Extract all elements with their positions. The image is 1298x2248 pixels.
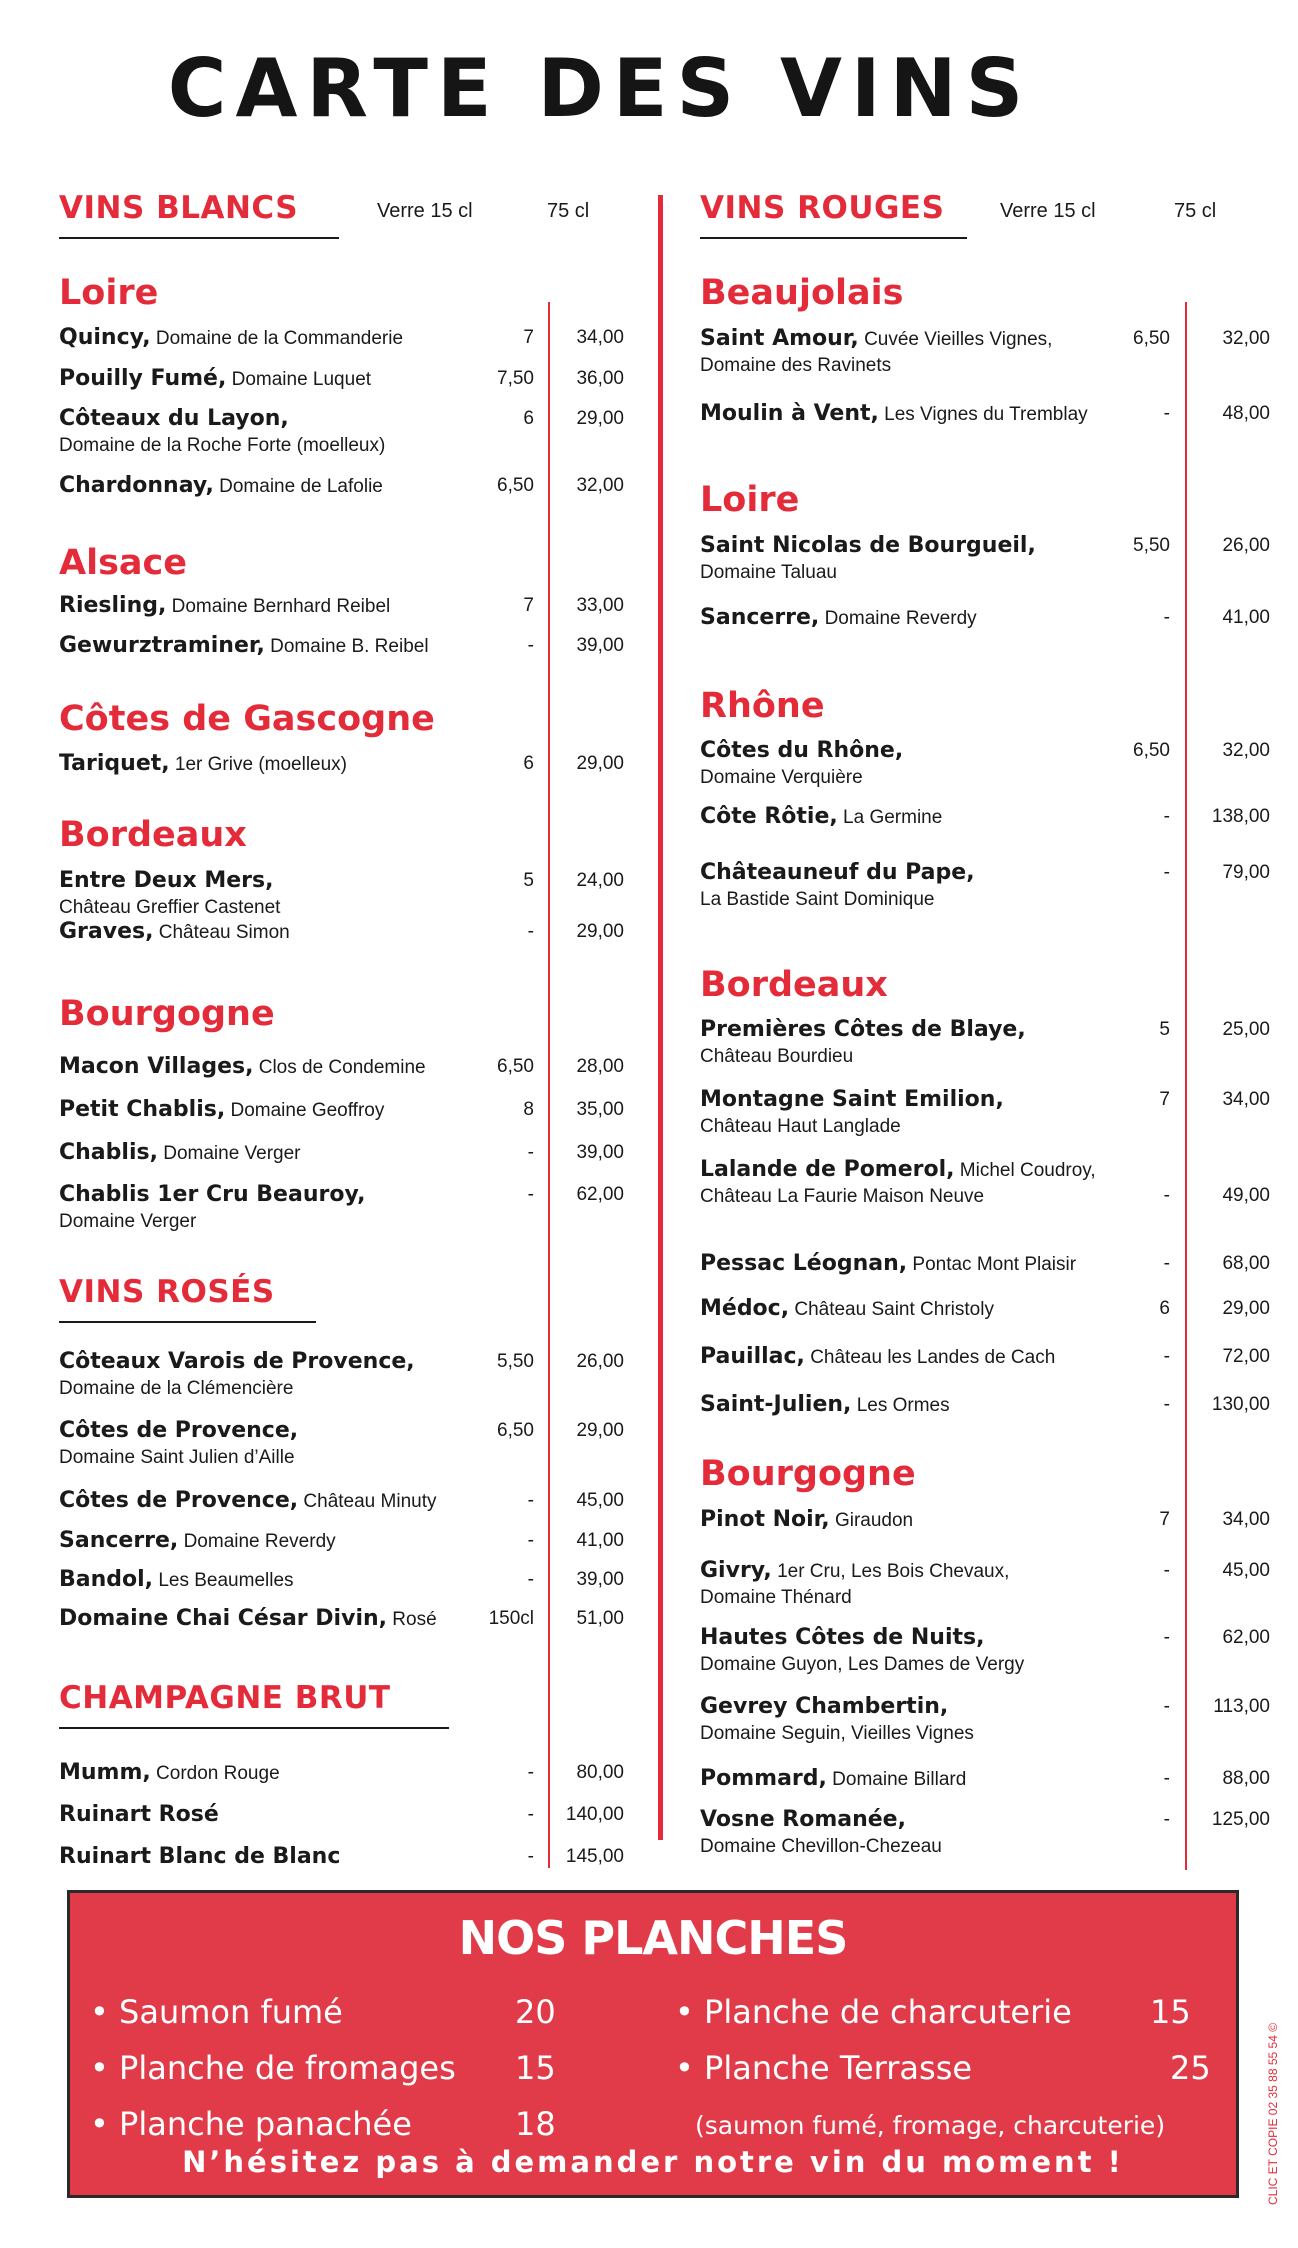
glass-price: -	[1163, 806, 1170, 827]
planches-title: NOS PLANCHES	[458, 1911, 848, 1965]
wine-line	[700, 1694, 974, 1721]
wine-entry	[700, 1296, 994, 1323]
wine-line	[700, 1558, 1009, 1585]
wine-entry	[59, 1528, 336, 1555]
wine-name: Pauillac,	[700, 1344, 805, 1369]
wine-entry	[700, 605, 977, 632]
wine-entry	[700, 1017, 1026, 1070]
region-heading: Côtes de Gascogne	[59, 699, 435, 739]
wine-entry	[59, 1349, 415, 1402]
wine-name: Pessac Léognan,	[700, 1251, 908, 1276]
region-heading: Alsace	[59, 543, 188, 583]
planche-item: • Planche Terrasse	[675, 2049, 973, 2087]
wine-domain: Domaine Luquet	[231, 369, 372, 390]
wine-name: Entre Deux Mers,	[59, 868, 274, 893]
bottle-price: 34,00	[1222, 1509, 1270, 1530]
section-header-rule	[59, 237, 339, 239]
region-heading: Bordeaux	[59, 815, 247, 855]
wine-domain: Domaine de Lafolie	[219, 476, 383, 497]
bottle-price: 80,00	[576, 1762, 624, 1783]
wine-entry	[59, 919, 290, 946]
wine-line	[700, 533, 1036, 560]
glass-price: -	[527, 921, 534, 942]
wine-domain-secondary: Domaine Thénard	[700, 1587, 852, 1608]
section-header	[59, 190, 298, 226]
price-column-heading: Verre 15 cl	[377, 200, 473, 222]
bottle-price: 79,00	[1222, 862, 1270, 883]
wine-name: Ruinart Blanc de Blanc	[59, 1844, 341, 1869]
glass-price: 7	[523, 595, 534, 616]
bottle-price: 130,00	[1211, 1394, 1270, 1415]
planche-terrasse-note: (saumon fumé, fromage, charcuterie)	[695, 2111, 1166, 2140]
wine-entry	[59, 473, 383, 500]
section-header-rule	[59, 1321, 316, 1323]
wine-entry	[59, 1802, 219, 1829]
wine-entry	[700, 1392, 950, 1419]
wine-domain: Château Minuty	[303, 1491, 437, 1512]
wine-line	[700, 1087, 1004, 1114]
wine-line	[59, 1418, 298, 1445]
wine-line	[700, 605, 977, 632]
wine-entry	[59, 1488, 436, 1515]
wine-name: Macon Villages,	[59, 1054, 254, 1079]
wine-domain: Château Simon	[158, 922, 290, 943]
planches-footer: N’hésitez pas à demander notre vin du moment !	[182, 2145, 1124, 2179]
bottle-price: 24,00	[576, 870, 624, 891]
wine-entry	[59, 1182, 365, 1235]
wine-name: Sancerre,	[59, 1528, 179, 1553]
glass-price: -	[527, 1184, 534, 1205]
glass-price: -	[1163, 403, 1170, 424]
wine-name: Sancerre,	[700, 605, 820, 630]
glass-price: 6	[523, 753, 534, 774]
wine-entry	[700, 1807, 942, 1860]
wine-entry	[59, 1054, 426, 1081]
wine-domain: Cuvée Vieilles Vignes,	[864, 329, 1053, 350]
glass-price: -	[527, 1846, 534, 1867]
wine-line	[59, 1054, 426, 1081]
wine-entry	[59, 1140, 301, 1167]
wine-line	[59, 751, 347, 778]
section-header	[59, 1274, 275, 1310]
wine-name: Domaine Chai César Divin,	[59, 1606, 388, 1631]
bottle-price: 48,00	[1222, 403, 1270, 424]
wine-domain-secondary: Domaine de la Roche Forte (moelleux)	[59, 435, 386, 456]
wine-domain-secondary: Domaine Guyon, Les Dames de Vergy	[700, 1654, 1025, 1675]
bottle-price: 68,00	[1222, 1253, 1270, 1274]
section-header-label: VINS ROSÉS	[59, 1274, 275, 1310]
wine-domain: Domaine Geoffroy	[230, 1100, 385, 1121]
wine-line	[700, 1625, 1024, 1652]
wine-line	[700, 401, 1088, 428]
wine-entry	[59, 366, 371, 393]
wine-line	[700, 1807, 942, 1834]
wine-line	[700, 1017, 1026, 1044]
wine-entry	[59, 1606, 437, 1633]
planches-panel	[67, 1890, 1239, 2198]
wine-entry	[59, 1097, 384, 1124]
wine-name: Côtes du Rhône,	[700, 738, 904, 763]
section-header-label: VINS BLANCS	[59, 190, 299, 226]
wine-domain: Domaine Reverdy	[183, 1531, 336, 1552]
wine-name: Gevrey Chambertin,	[700, 1694, 949, 1719]
bottle-price: 29,00	[1222, 1298, 1270, 1319]
glass-price: -	[1163, 1809, 1170, 1830]
bottle-price: 39,00	[576, 1569, 624, 1590]
wine-name: Pinot Noir,	[700, 1507, 830, 1532]
wine-line	[59, 366, 371, 393]
wine-line	[59, 919, 290, 946]
credit-line: CLIC ET COPIE 02 35 88 55 54 ©	[1266, 2022, 1280, 2205]
wine-entry	[700, 1766, 966, 1793]
wine-line	[700, 1392, 950, 1419]
wine-name: Côte Rôtie,	[700, 804, 838, 829]
wine-name: Châteauneuf du Pape,	[700, 860, 975, 885]
planche-item: • Planche panachée	[90, 2105, 412, 2143]
wine-entry	[700, 533, 1036, 586]
wine-line	[700, 326, 1052, 353]
wine-name: Chablis,	[59, 1140, 158, 1165]
wine-name: Saint Amour,	[700, 326, 859, 351]
glass-price: -	[527, 1804, 534, 1825]
wine-entry	[700, 1344, 1055, 1371]
wine-line	[700, 1766, 966, 1793]
wine-name: Pouilly Fumé,	[59, 366, 227, 391]
wine-domain: Giraudon	[834, 1510, 914, 1531]
bottle-price: 72,00	[1222, 1346, 1270, 1367]
bottle-price: 32,00	[576, 475, 624, 496]
planche-price: 15	[1150, 1993, 1191, 2031]
glass-price: 6,50	[497, 1056, 534, 1077]
wine-domain: Château Saint Christoly	[794, 1299, 994, 1320]
wine-name: Tariquet,	[59, 751, 170, 776]
glass-price: -	[1163, 1768, 1170, 1789]
planche-item: • Saumon fumé	[90, 1993, 343, 2031]
bottle-price: 140,00	[565, 1804, 624, 1825]
wine-line	[59, 593, 390, 620]
wine-line	[59, 1606, 437, 1633]
bottle-price: 32,00	[1222, 328, 1270, 349]
glass-price: 5,50	[1133, 535, 1170, 556]
wine-domain: 1er Grive (moelleux)	[174, 754, 348, 775]
bottle-price: 145,00	[565, 1846, 624, 1867]
bottle-price: 29,00	[576, 753, 624, 774]
wine-line	[700, 1507, 913, 1534]
wine-entry	[700, 1251, 1076, 1278]
bottle-price: 26,00	[576, 1351, 624, 1372]
wine-name: Hautes Côtes de Nuits,	[700, 1625, 985, 1650]
wine-domain: Rosé	[392, 1609, 437, 1630]
section-header-label: VINS ROUGES	[700, 190, 945, 226]
wine-name: Côteaux du Layon,	[59, 406, 289, 431]
wine-line	[700, 738, 903, 765]
wine-domain: La Germine	[843, 807, 943, 828]
wine-entry	[700, 860, 975, 913]
bottle-price: 138,00	[1211, 806, 1270, 827]
wine-entry	[59, 1844, 340, 1871]
wine-name: Lalande de Pomerol,	[700, 1157, 955, 1182]
glass-price: -	[1163, 1627, 1170, 1648]
price-column-heading: 75 cl	[1174, 200, 1217, 222]
wine-name: Quincy,	[59, 325, 151, 350]
bottle-price: 29,00	[576, 408, 624, 429]
glass-price: 150cl	[488, 1608, 534, 1629]
price-column-heading: 75 cl	[547, 200, 590, 222]
glass-price: -	[1163, 1185, 1170, 1206]
glass-price: 6	[1159, 1298, 1170, 1319]
glass-price: 6,50	[1133, 740, 1170, 761]
page-title: CARTE DES VINS	[167, 42, 1033, 135]
bottle-price: 49,00	[1222, 1185, 1270, 1206]
bottle-price: 26,00	[1222, 535, 1270, 556]
bottle-price: 35,00	[576, 1099, 624, 1120]
wine-line	[700, 804, 942, 831]
wine-name: Côtes de Provence,	[59, 1488, 299, 1513]
wine-domain: Domaine Billard	[832, 1769, 967, 1790]
wine-domain: Cordon Rouge	[156, 1763, 280, 1784]
wine-domain-secondary: Domaine Chevillon-Chezeau	[700, 1836, 942, 1857]
wine-entry	[59, 1760, 280, 1787]
section-header-rule	[59, 1727, 449, 1729]
wine-entry	[59, 1418, 298, 1471]
wine-line	[59, 1097, 384, 1124]
wine-domain: Château les Landes de Cach	[810, 1347, 1056, 1368]
bottle-price: 29,00	[576, 1420, 624, 1441]
wine-line	[59, 1567, 294, 1594]
bottle-price: 25,00	[1222, 1019, 1270, 1040]
wine-name: Saint Nicolas de Bourgueil,	[700, 533, 1036, 558]
bottle-price: 39,00	[576, 635, 624, 656]
wine-entry	[59, 751, 347, 778]
wine-entry	[700, 1625, 1024, 1678]
center-divider	[658, 195, 663, 1840]
wine-domain-secondary: Domaine Seguin, Vieilles Vignes	[700, 1723, 974, 1744]
wine-entry	[700, 326, 1052, 379]
wine-domain: Domaine de la Commanderie	[155, 328, 404, 349]
wine-name: Bandol,	[59, 1567, 154, 1592]
wine-domain-secondary: La Bastide Saint Dominique	[700, 889, 935, 910]
wine-line	[59, 868, 280, 895]
wine-entry	[700, 1157, 1096, 1210]
bottle-price: 41,00	[1222, 607, 1270, 628]
bottle-price: 29,00	[576, 921, 624, 942]
wine-domain: 1er Cru, Les Bois Chevaux,	[777, 1561, 1010, 1582]
wine-domain-secondary: Château La Faurie Maison Neuve	[700, 1186, 985, 1207]
glass-price: 5	[523, 870, 534, 891]
bottle-price: 32,00	[1222, 740, 1270, 761]
wine-name: Petit Chablis,	[59, 1097, 226, 1122]
glass-price: 7	[523, 327, 534, 348]
planche-item: • Planche de charcuterie	[675, 1993, 1072, 2031]
glass-price: -	[527, 1762, 534, 1783]
wine-entry	[700, 738, 903, 791]
wine-line	[59, 1182, 365, 1209]
section-header-rule	[700, 237, 967, 239]
wine-name: Moulin à Vent,	[700, 401, 879, 426]
planche-price: 25	[1170, 2049, 1211, 2087]
bottle-price: 62,00	[1222, 1627, 1270, 1648]
glass-price: -	[527, 1530, 534, 1551]
glass-price: 6	[523, 408, 534, 429]
wine-domain: Clos de Condemine	[258, 1057, 426, 1078]
wine-entry	[59, 593, 390, 620]
wine-name: Montagne Saint Emilion,	[700, 1087, 1004, 1112]
wine-name: Gewurztraminer,	[59, 633, 265, 658]
wine-line	[700, 1344, 1055, 1371]
wine-domain-secondary: Domaine Saint Julien d’Aille	[59, 1447, 295, 1468]
section-header	[59, 1680, 391, 1716]
glass-price: -	[1163, 607, 1170, 628]
bottle-price: 28,00	[576, 1056, 624, 1077]
bottle-price: 88,00	[1222, 1768, 1270, 1789]
wine-line	[59, 406, 385, 433]
wine-name: Chardonnay,	[59, 473, 214, 498]
glass-price: 7	[1159, 1509, 1170, 1530]
planche-price: 20	[515, 1993, 556, 2031]
glass-price: 6,50	[497, 1420, 534, 1441]
glass-price: 7,50	[497, 368, 534, 389]
glass-price: -	[527, 1490, 534, 1511]
wine-line	[59, 1802, 219, 1829]
wine-domain-secondary: Château Greffier Castenet	[59, 897, 281, 918]
glass-price: -	[527, 1569, 534, 1590]
wine-line	[59, 633, 429, 660]
wine-entry	[59, 406, 385, 459]
wine-line	[59, 1528, 336, 1555]
glass-price: -	[527, 635, 534, 656]
bottle-price: 36,00	[576, 368, 624, 389]
wine-line	[59, 1488, 436, 1515]
glass-price: -	[1163, 1346, 1170, 1367]
wine-entry	[59, 325, 403, 352]
region-heading: Bordeaux	[700, 965, 888, 1005]
wine-name: Côteaux Varois de Provence,	[59, 1349, 415, 1374]
glass-price: -	[1163, 1253, 1170, 1274]
bottle-price: 33,00	[576, 595, 624, 616]
wine-name: Riesling,	[59, 593, 167, 618]
region-heading: Bourgogne	[59, 994, 275, 1034]
wine-line	[700, 860, 975, 887]
wine-domain: Pontac Mont Plaisir	[912, 1254, 1077, 1275]
wine-line	[700, 1251, 1076, 1278]
price-column-divider	[548, 302, 550, 1868]
price-column-heading: Verre 15 cl	[1000, 200, 1096, 222]
wine-name: Pommard,	[700, 1766, 827, 1791]
wine-line	[700, 1296, 994, 1323]
wine-domain-secondary: Domaine Verquière	[700, 767, 863, 788]
region-heading: Rhône	[700, 686, 825, 726]
wine-domain-secondary: Château Haut Langlade	[700, 1116, 901, 1137]
wine-line	[700, 1157, 1096, 1184]
wine-name: Ruinart Rosé	[59, 1802, 219, 1827]
wine-domain-secondary: Domaine Taluau	[700, 562, 837, 583]
section-header-label: CHAMPAGNE BRUT	[59, 1680, 391, 1716]
wine-entry	[700, 1558, 1009, 1611]
bottle-price: 39,00	[576, 1142, 624, 1163]
wine-entry	[700, 1507, 913, 1534]
wine-name: Côtes de Provence,	[59, 1418, 299, 1443]
bottle-price: 45,00	[1222, 1560, 1270, 1581]
wine-domain: Les Ormes	[856, 1395, 950, 1416]
region-heading: Loire	[59, 273, 159, 313]
wine-entry	[700, 1087, 1004, 1140]
wine-name: Premières Côtes de Blaye,	[700, 1017, 1026, 1042]
bottle-price: 113,00	[1213, 1696, 1270, 1717]
wine-domain: Les Beaumelles	[158, 1570, 294, 1591]
wine-name: Saint-Julien,	[700, 1392, 852, 1417]
wine-domain: Domaine Bernhard Reibel	[171, 596, 391, 617]
planche-price: 15	[515, 2049, 556, 2087]
wine-name: Mumm,	[59, 1760, 151, 1785]
wine-line	[59, 1349, 415, 1376]
wine-line	[59, 473, 383, 500]
wine-name: Vosne Romanée,	[700, 1807, 906, 1832]
wine-domain: Les Vignes du Tremblay	[884, 404, 1088, 425]
region-heading: Beaujolais	[700, 273, 904, 313]
wine-name: Chablis 1er Cru Beauroy,	[59, 1182, 366, 1207]
wine-line	[59, 1844, 340, 1871]
wine-domain: Domaine B. Reibel	[270, 636, 429, 657]
wine-line	[59, 1760, 280, 1787]
planche-item: • Planche de fromages	[90, 2049, 456, 2087]
bottle-price: 125,00	[1211, 1809, 1270, 1830]
wine-domain-secondary: Château Bourdieu	[700, 1046, 854, 1067]
wine-line	[59, 1140, 301, 1167]
wine-entry	[59, 1567, 294, 1594]
glass-price: 8	[523, 1099, 534, 1120]
glass-price: -	[1163, 1696, 1170, 1717]
glass-price: 6,50	[497, 475, 534, 496]
bottle-price: 41,00	[576, 1530, 624, 1551]
wine-domain: Michel Coudroy,	[959, 1160, 1096, 1181]
wine-entry	[59, 633, 429, 660]
wine-name: Médoc,	[700, 1296, 790, 1321]
wine-line	[59, 325, 403, 352]
bottle-price: 62,00	[576, 1184, 624, 1205]
wine-domain-secondary: Domaine Verger	[59, 1211, 197, 1232]
wine-name: Graves,	[59, 919, 154, 944]
glass-price: -	[1163, 1560, 1170, 1581]
bottle-price: 34,00	[1222, 1089, 1270, 1110]
glass-price: 7	[1159, 1089, 1170, 1110]
glass-price: -	[1163, 862, 1170, 883]
wine-entry	[700, 401, 1088, 428]
glass-price: -	[527, 1142, 534, 1163]
planche-price: 18	[515, 2105, 556, 2143]
glass-price: 6,50	[1133, 328, 1170, 349]
wine-entry	[700, 804, 942, 831]
wine-name: Givry,	[700, 1558, 772, 1583]
wine-domain: Domaine Reverdy	[824, 608, 977, 629]
bottle-price: 34,00	[576, 327, 624, 348]
bottle-price: 45,00	[576, 1490, 624, 1511]
bottle-price: 51,00	[576, 1608, 624, 1629]
wine-domain-secondary: Domaine de la Clémencière	[59, 1378, 294, 1399]
wine-entry	[59, 868, 280, 921]
region-heading: Loire	[700, 480, 800, 520]
section-header	[700, 190, 944, 226]
glass-price: 5,50	[497, 1351, 534, 1372]
glass-price: 5	[1159, 1019, 1170, 1040]
wine-domain: Domaine Verger	[163, 1143, 301, 1164]
wine-entry	[700, 1694, 974, 1747]
region-heading: Bourgogne	[700, 1454, 916, 1494]
glass-price: -	[1163, 1394, 1170, 1415]
wine-domain-secondary: Domaine des Ravinets	[700, 355, 892, 376]
